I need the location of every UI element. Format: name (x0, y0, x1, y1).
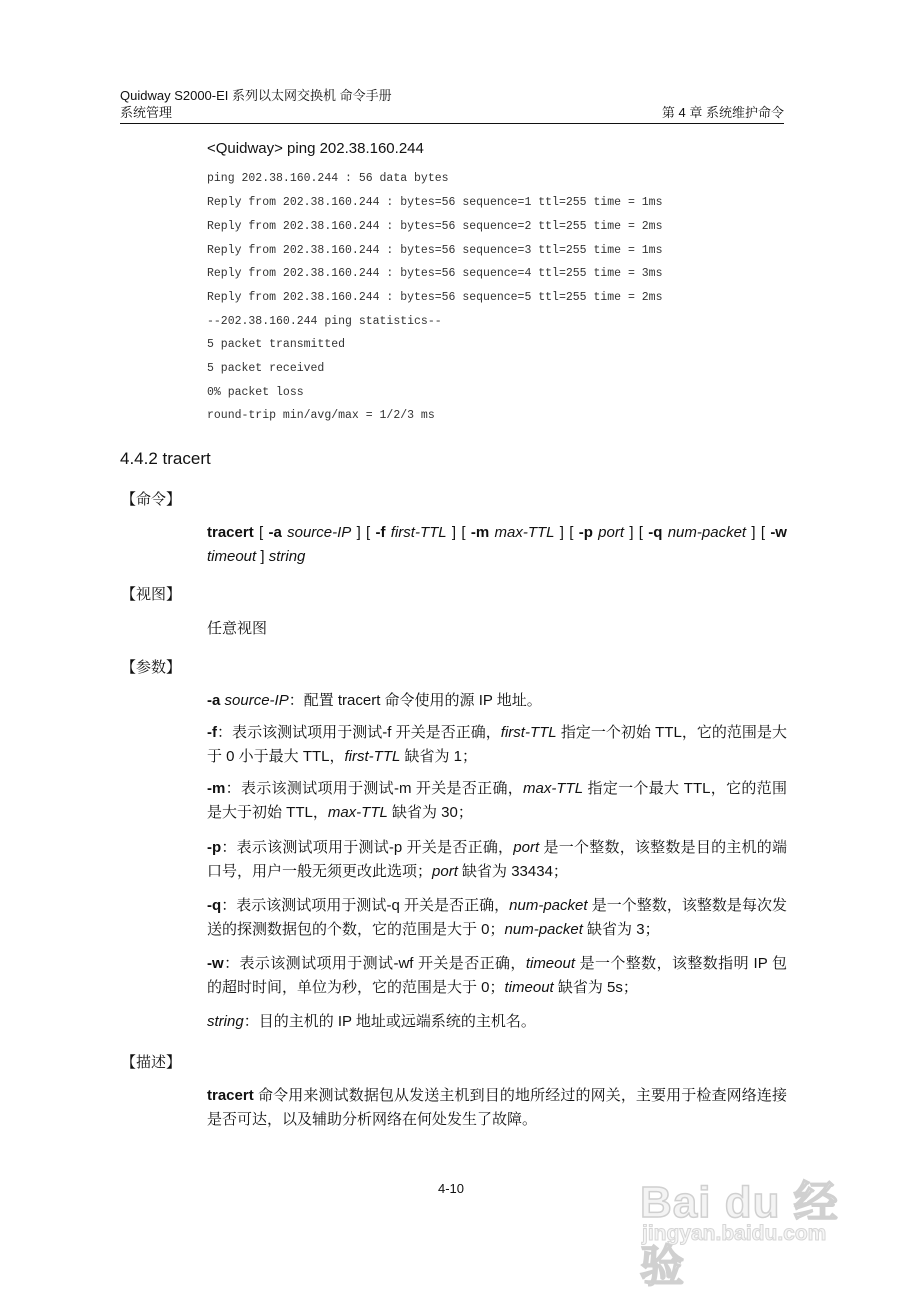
chapter-title: 第 4 章 系统维护命令 (661, 105, 784, 120)
output-line: Reply from 202.38.160.244 : bytes=56 sequence=2 ttl=255 time = 2ms (207, 220, 663, 233)
param-w: -w：表示该测试项用于测试-wf 开关是否正确，timeout 是一个整数，该整数指明 IP 包的超时时间，单位为秒，它的范围是大于 0；timeout 缺省为 5s； (207, 955, 787, 996)
tag-view: 【视图】 (121, 586, 182, 603)
output-line: Reply from 202.38.160.244 : bytes=56 sequence=3 ttl=255 time = 1ms (207, 244, 663, 257)
section-heading: 4.4.2 tracert (120, 449, 211, 468)
param-string: string：目的主机的 IP 地址或远端系统的主机名。 (207, 1013, 536, 1030)
description-text: tracert 命令用来测试数据包从发送主机到目的地所经过的网关，主要用于检查网络连接是否可达，以及辅助分析网络在何处发生了故障。 (207, 1087, 787, 1128)
param-f: -f：表示该测试项用于测试-f 开关是否正确，first-TTL 指定一个初始 TTL，它的范围是大于 0 小于最大 TTL，first-TTL 缺省为 1； (207, 724, 787, 765)
header-divider (120, 123, 784, 124)
output-line: 0% packet loss (207, 386, 304, 399)
param-m: -m：表示该测试项用于测试-m 开关是否正确，max-TTL 指定一个最大 TTL，它的范围是大于初始 TTL，max-TTL 缺省为 30； (207, 780, 787, 821)
output-line: 5 packet received (207, 362, 325, 375)
tag-params: 【参数】 (121, 659, 182, 676)
header-left-subtitle: 系统管理 (120, 105, 173, 120)
output-line: Reply from 202.38.160.244 : bytes=56 sequence=5 ttl=255 time = 2ms (207, 291, 663, 304)
param-a: -a source-IP：配置 tracert 命令使用的源 IP 地址。 (207, 692, 542, 709)
output-line: round-trip min/avg/max = 1/2/3 ms (207, 409, 435, 422)
output-line: Reply from 202.38.160.244 : bytes=56 sequence=1 ttl=255 time = 1ms (207, 196, 663, 209)
output-line: 5 packet transmitted (207, 338, 346, 351)
view-text: 任意视图 (207, 620, 268, 637)
baidu-logo: Bai du 经验 (640, 1178, 839, 1291)
param-p: -p：表示该测试项用于测试-p 开关是否正确，port 是一个整数，该整数是目的主机的端口号，用户一般无须更改此选项；port 缺省为 33434； (207, 839, 787, 880)
command-syntax: tracert [ -a source-IP ] [ -f first-TTL ] [ -m max-TTL ] [ -p port ] [ -q num-packet ] [ -w timeout ] string (207, 524, 787, 565)
tag-command: 【命令】 (121, 491, 182, 508)
tag-description: 【描述】 (121, 1054, 182, 1071)
output-line: Reply from 202.38.160.244 : bytes=56 sequence=4 ttl=255 time = 3ms (207, 267, 663, 280)
example-command: <Quidway> ping 202.38.160.244 (207, 140, 424, 157)
output-line: --202.38.160.244 ping statistics-- (207, 315, 442, 328)
watermark-url: jingyan.baidu.com (642, 1222, 827, 1245)
manual-title: Quidway S2000-EI 系列以太网交换机 命令手册 (120, 88, 392, 103)
baidu-watermark (640, 1160, 880, 1291)
page-number: 4-10 (438, 1181, 465, 1196)
output-line: ping 202.38.160.244 : 56 data bytes (207, 172, 449, 185)
page-header (120, 87, 784, 121)
param-q: -q：表示该测试项用于测试-q 开关是否正确，num-packet 是一个整数，该整数是每次发送的探测数据包的个数，它的范围是大于 0；num-packet 缺省为 3； (207, 897, 788, 938)
